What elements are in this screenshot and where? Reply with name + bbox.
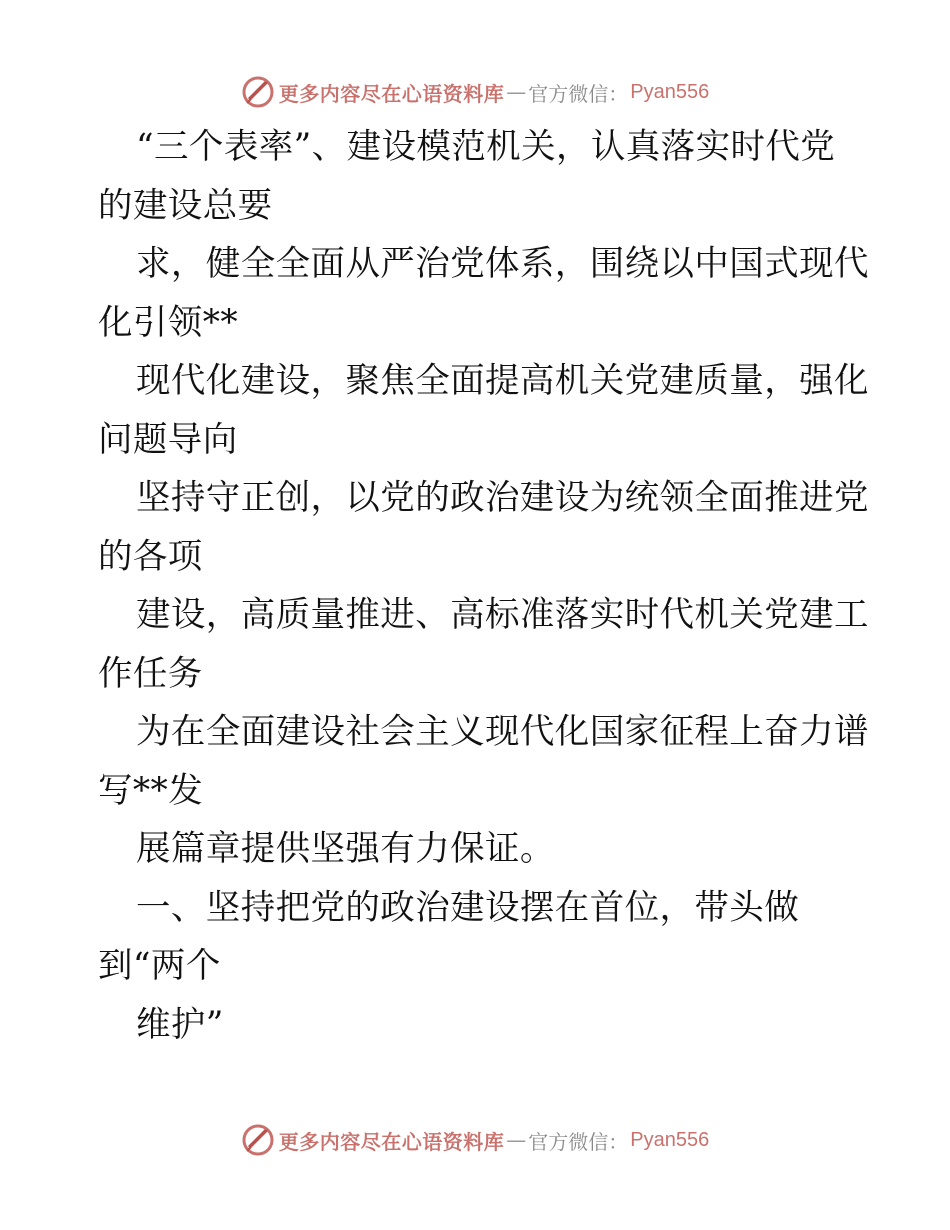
- body-line: 坚持守正创，以党的政治建设为统领全面推进党: [136, 478, 869, 518]
- body-line: 的各项: [98, 536, 203, 577]
- body-line: 求，健全全面从严治党体系，围绕以中国式现代: [136, 244, 869, 284]
- body-line: 为在全面建设社会主义现代化国家征程上奋力谱: [136, 712, 869, 752]
- header-banner: [0, 70, 950, 114]
- footer-official-label: 官方微信：: [528, 1129, 629, 1154]
- body-line: 维护”: [136, 1004, 224, 1045]
- footer-brand-text: 更多内容尽在心语资料库: [278, 1129, 505, 1154]
- body-line: 展篇章提供坚强有力保证。: [136, 829, 555, 869]
- body-line: 化引领**: [98, 302, 238, 343]
- body-line: 一、坚持把党的政治建设摆在首位，带头做: [136, 887, 800, 928]
- body-line: “三个表率”、建设模范机关，认真落实时代党: [136, 127, 836, 167]
- document-body: [98, 118, 878, 1054]
- footer-banner: [0, 1118, 950, 1162]
- quill-pen-seal-icon: [241, 75, 275, 109]
- quill-pen-seal-icon: [241, 1123, 275, 1157]
- footer-account: Pyan556: [630, 1128, 710, 1151]
- body-line: 问题导向: [98, 419, 238, 460]
- body-line: 作任务: [98, 653, 203, 694]
- body-line: 写**发: [98, 770, 204, 811]
- header-separator: —: [506, 80, 527, 104]
- header-official-label: 官方微信：: [528, 81, 629, 106]
- body-line: 建设，高质量推进、高标准落实时代机关党建工: [136, 595, 869, 635]
- header-account: Pyan556: [630, 80, 710, 103]
- body-line: 的建设总要: [98, 185, 273, 226]
- body-line: 到“两个: [98, 946, 221, 986]
- header-brand-text: 更多内容尽在心语资料库: [278, 81, 505, 106]
- footer-separator: —: [506, 1128, 527, 1152]
- body-line: 现代化建设，聚焦全面提高机关党建质量，强化: [136, 361, 869, 401]
